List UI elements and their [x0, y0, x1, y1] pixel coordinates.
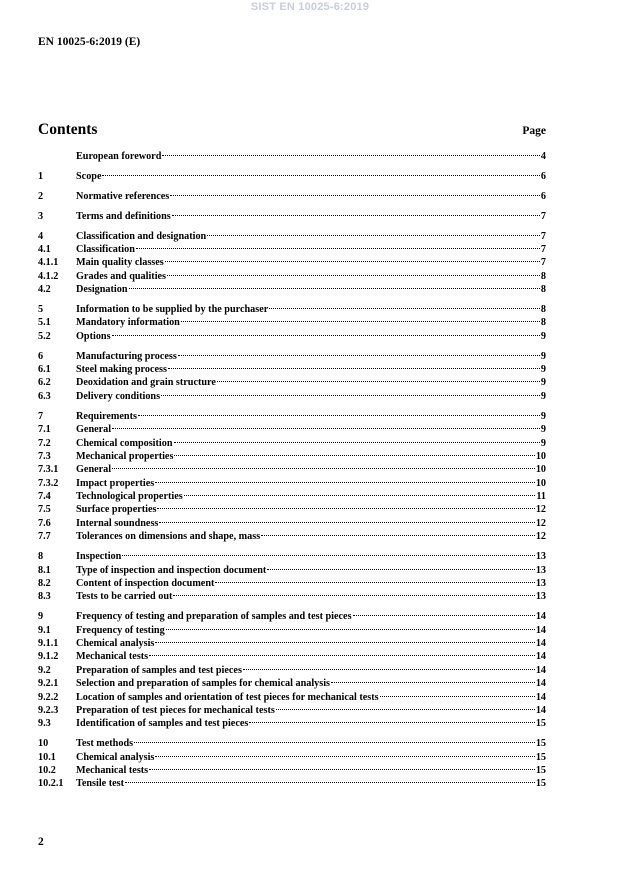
toc-entry-title: Type of inspection and inspection document: [76, 564, 267, 576]
toc-dot-leader: [149, 769, 535, 770]
toc-dot-leader: [215, 582, 534, 583]
toc-entry[interactable]: [38, 243, 546, 256]
toc-entry[interactable]: [38, 577, 546, 590]
toc-entry-number: 7.3: [38, 450, 51, 462]
toc-entry-page: 12: [535, 517, 546, 529]
toc-entry-number: 7.4: [38, 491, 51, 503]
toc-dot-leader: [166, 629, 535, 630]
toc-entry-number: 4.1: [38, 243, 51, 255]
toc-entry-title: Requirements: [76, 410, 137, 422]
toc-entry-page: 9: [540, 424, 546, 436]
toc-entry[interactable]: [38, 637, 546, 650]
toc-entry-number: 9.2.2: [38, 691, 59, 703]
toc-entry[interactable]: [38, 477, 546, 490]
toc-dot-leader: [162, 155, 540, 156]
toc-entry[interactable]: [38, 503, 546, 516]
toc-entry-number: 5: [38, 304, 44, 316]
toc-entry-title: Deoxidation and grain structure: [76, 377, 216, 389]
toc-entry-number: 10: [38, 738, 49, 750]
toc-dot-leader: [138, 415, 540, 416]
toc-entry-number: 7.5: [38, 504, 51, 516]
toc-entry-title: Mechanical properties: [76, 450, 174, 462]
toc-dot-leader: [155, 756, 534, 757]
toc-entry[interactable]: [38, 170, 546, 183]
toc-entry-page: 7: [540, 243, 546, 255]
toc-dot-leader: [167, 275, 540, 276]
toc-entry-title: Classification: [76, 243, 135, 255]
toc-entry[interactable]: [38, 390, 546, 403]
toc-entry[interactable]: [38, 376, 546, 389]
toc-entry-title: Internal soundness: [76, 517, 159, 529]
toc-dot-leader: [172, 215, 540, 216]
toc-entry-title: Terms and definitions: [76, 210, 171, 222]
toc-entry[interactable]: [38, 517, 546, 530]
toc-entry-number: 10.2: [38, 765, 56, 777]
toc-entry-page: 15: [535, 738, 546, 750]
toc-entry-title: European foreword: [76, 151, 162, 162]
toc-entry-page: 8: [540, 270, 546, 282]
toc-entry-title: Options: [76, 330, 111, 342]
toc-entry-page: 10: [535, 464, 546, 476]
toc-entry-title: Impact properties: [76, 477, 155, 489]
toc-dot-leader: [181, 321, 540, 322]
toc-entry-title: Tensile test: [76, 778, 125, 790]
toc-entry-number: 8.3: [38, 591, 51, 603]
toc-entry[interactable]: [38, 751, 546, 764]
toc-entry-page: 12: [535, 531, 546, 543]
toc-dot-leader: [174, 455, 534, 456]
toc-entry-page: 9: [540, 364, 546, 376]
toc-entry-page: 10: [535, 477, 546, 489]
toc-dot-leader: [125, 782, 535, 783]
toc-entry[interactable]: [38, 210, 546, 223]
toc-entry[interactable]: [38, 330, 546, 343]
toc-dot-leader: [267, 569, 535, 570]
toc-entry[interactable]: [38, 150, 546, 163]
toc-entry[interactable]: [38, 764, 546, 777]
toc-entry[interactable]: [38, 463, 546, 476]
toc-dot-leader: [331, 682, 535, 683]
toc-entry-page: 14: [535, 651, 546, 663]
toc-dot-leader: [269, 308, 540, 309]
toc-entry-page: 14: [535, 691, 546, 703]
toc-entry-number: 7.2: [38, 437, 51, 449]
toc-entry-number: 9.2: [38, 664, 51, 676]
toc-entry-title: Scope: [76, 170, 102, 182]
toc-entry[interactable]: [38, 190, 546, 203]
toc-entry-page: 7: [540, 257, 546, 269]
toc-dot-leader: [122, 555, 535, 556]
toc-dot-leader: [178, 355, 540, 356]
toc-title: Contents: [38, 121, 98, 138]
toc-dot-leader: [249, 722, 534, 723]
toc-dot-leader: [112, 468, 535, 469]
toc-entry-number: 9.1: [38, 624, 51, 636]
toc-entry-title: Selection and preparation of samples for chemical analysis: [76, 678, 331, 690]
toc-entry-page: 10: [535, 450, 546, 462]
toc-entry-number: 9.3: [38, 718, 51, 730]
toc-entry-title: Chemical composition: [76, 437, 173, 449]
toc-dot-leader: [174, 442, 540, 443]
toc-entry-number: 6.3: [38, 390, 51, 402]
toc-entry-number: 2: [38, 190, 44, 202]
toc-entry[interactable]: [38, 777, 546, 790]
toc-entry-page: 15: [535, 718, 546, 730]
toc-entry-title: Frequency of testing: [76, 624, 165, 636]
watermark: SIST EN 10025-6:2019: [250, 1, 370, 13]
toc-entry-title: Delivery conditions: [76, 390, 161, 402]
toc-entry-page: 8: [540, 304, 546, 316]
toc-entry-page: 14: [535, 638, 546, 649]
toc-entry[interactable]: [38, 256, 546, 269]
toc-entry[interactable]: [38, 590, 546, 603]
toc-dot-leader: [168, 368, 540, 369]
toc-entry-title: Steel making process: [76, 364, 167, 376]
toc-entry-title: Mandatory information: [76, 317, 180, 329]
toc-dot-leader: [261, 535, 535, 536]
toc-entry-page: 6: [540, 170, 546, 182]
page-number: 2: [38, 836, 44, 848]
toc-entry-title: Main quality classes: [76, 257, 164, 269]
toc-entry-page: 7: [540, 210, 546, 222]
toc-entry-number: 1: [38, 170, 44, 182]
toc-entry-title: Tests to be carried out: [76, 591, 173, 603]
toc-entry-page: 15: [535, 765, 546, 777]
toc-entry-number: 5.2: [38, 330, 51, 342]
toc-dot-leader: [217, 381, 540, 382]
toc-entry-page: 13: [535, 591, 546, 603]
toc-entry[interactable]: [38, 490, 546, 503]
toc-entry-title: Inspection: [76, 551, 122, 563]
table-of-contents: [38, 150, 546, 791]
toc-entry[interactable]: [38, 283, 546, 296]
toc-dot-leader: [129, 288, 540, 289]
toc-entry[interactable]: [38, 350, 546, 363]
toc-entry[interactable]: [38, 664, 546, 677]
toc-entry-title: Tolerances on dimensions and shape, mass: [76, 531, 261, 543]
toc-entry[interactable]: [38, 624, 546, 637]
toc-entry-page: 14: [535, 704, 546, 716]
toc-entry-number: 7.7: [38, 531, 51, 543]
toc-dot-leader: [136, 248, 540, 249]
toc-entry-title: Manufacturing process: [76, 350, 177, 362]
toc-dot-leader: [155, 482, 535, 483]
toc-entry[interactable]: [38, 410, 546, 423]
toc-entry-page: 13: [535, 564, 546, 576]
toc-entry-page: 14: [535, 664, 546, 676]
toc-entry-page: 12: [535, 504, 546, 516]
toc-entry-title: Chemical analysis: [76, 751, 155, 763]
toc-entry-number: 8: [38, 551, 44, 563]
toc-entry-page: 9: [540, 437, 546, 449]
toc-entry-title: Information to be supplied by the purchaser: [76, 304, 269, 316]
toc-dot-leader: [149, 655, 535, 656]
toc-entry-page: 9: [540, 410, 546, 422]
toc-entry-number: 10.2.1: [38, 778, 64, 790]
toc-entry-title: Classification and designation: [76, 230, 207, 242]
toc-entry-title: Mechanical tests: [76, 765, 149, 777]
toc-entry-page: 9: [540, 350, 546, 362]
toc-dot-leader: [161, 395, 540, 396]
toc-entry-page: 15: [535, 778, 546, 790]
toc-dot-leader: [184, 495, 536, 496]
toc-entry-page: 4: [540, 151, 546, 162]
toc-entry-number: 9.1.1: [38, 638, 59, 649]
toc-entry-number: 4.1.2: [38, 270, 59, 282]
toc-dot-leader: [353, 615, 535, 616]
toc-entry-title: Content of inspection document: [76, 577, 215, 589]
toc-entry-title: Preparation of samples and test pieces: [76, 664, 242, 676]
toc-entry[interactable]: [38, 737, 546, 750]
toc-entry-number: 7: [38, 410, 44, 422]
toc-entry[interactable]: [38, 704, 546, 717]
toc-entry-title: Normative references: [76, 190, 170, 202]
toc-dot-leader: [155, 642, 534, 643]
toc-dot-leader: [112, 428, 540, 429]
toc-entry-number: 9.2.1: [38, 678, 59, 690]
toc-dot-leader: [112, 335, 540, 336]
toc-entry-page: 9: [540, 330, 546, 342]
toc-entry-number: 9.2.3: [38, 704, 59, 716]
toc-entry[interactable]: [38, 230, 546, 243]
toc-entry-title: Technological properties: [76, 491, 183, 503]
toc-dot-leader: [173, 595, 534, 596]
toc-entry[interactable]: [38, 550, 546, 563]
toc-entry-number: 6: [38, 350, 44, 362]
toc-entry-number: 7.3.2: [38, 477, 59, 489]
toc-entry-page: 13: [535, 577, 546, 589]
toc-dot-leader: [276, 709, 535, 710]
toc-dot-leader: [165, 261, 540, 262]
toc-entry[interactable]: [38, 303, 546, 316]
toc-dot-leader: [157, 508, 534, 509]
toc-entry-title: Location of samples and orientation of test pieces for mechanical tests: [76, 691, 379, 703]
toc-entry[interactable]: [38, 564, 546, 577]
toc-entry-number: 9.1.2: [38, 651, 59, 663]
toc-entry[interactable]: [38, 363, 546, 376]
toc-entry-title: Surface properties: [76, 504, 157, 516]
toc-entry[interactable]: [38, 530, 546, 543]
toc-entry[interactable]: [38, 691, 546, 704]
toc-dot-leader: [159, 522, 534, 523]
toc-entry-title: Designation: [76, 284, 128, 296]
toc-entry-title: Chemical analysis: [76, 638, 155, 649]
toc-entry-page: 9: [540, 390, 546, 402]
toc-entry[interactable]: [38, 610, 546, 623]
toc-entry-number: 4: [38, 230, 44, 242]
toc-dot-leader: [243, 669, 535, 670]
toc-entry-page: 7: [540, 230, 546, 242]
toc-entry-number: 8.1: [38, 564, 51, 576]
toc-entry[interactable]: [38, 450, 546, 463]
toc-entry-number: 7.6: [38, 517, 51, 529]
toc-entry-number: 7.3.1: [38, 464, 59, 476]
toc-entry-title: Preparation of test pieces for mechanical tests: [76, 704, 275, 716]
toc-entry-number: 6.2: [38, 377, 51, 389]
toc-entry-title: Frequency of testing and preparation of samples and test pieces: [76, 611, 352, 623]
toc-entry-number: 7.1: [38, 424, 51, 436]
toc-entry[interactable]: [38, 270, 546, 283]
toc-entry[interactable]: [38, 423, 546, 436]
toc-entry-page: 11: [536, 491, 546, 503]
toc-entry[interactable]: [38, 717, 546, 730]
toc-entry[interactable]: [38, 437, 546, 450]
toc-entry-page: 14: [535, 611, 546, 623]
toc-entry-title: Test methods: [76, 738, 134, 750]
toc-entry-page: 15: [535, 751, 546, 763]
toc-entry-title: Identification of samples and test pieces: [76, 718, 249, 730]
toc-entry-page: 6: [540, 190, 546, 202]
toc-entry-number: 3: [38, 210, 44, 222]
toc-page-column-label: Page: [522, 125, 546, 137]
toc-entry-number: 8.2: [38, 577, 51, 589]
toc-entry-title: Grades and qualities: [76, 270, 167, 282]
toc-entry-page: 14: [535, 678, 546, 690]
toc-entry-title: General: [76, 424, 112, 436]
toc-entry[interactable]: [38, 677, 546, 690]
toc-dot-leader: [134, 742, 535, 743]
toc-entry-number: 6.1: [38, 364, 51, 376]
toc-entry[interactable]: [38, 316, 546, 329]
toc-dot-leader: [380, 696, 535, 697]
toc-entry-number: 10.1: [38, 751, 56, 763]
toc-entry-number: 4.2: [38, 284, 51, 296]
toc-entry-title: Mechanical tests: [76, 651, 149, 663]
toc-entry-title: General: [76, 464, 112, 476]
toc-entry-page: 8: [540, 284, 546, 296]
toc-entry-number: 5.1: [38, 317, 51, 329]
toc-dot-leader: [207, 235, 540, 236]
toc-entry-number: 9: [38, 611, 44, 623]
toc-entry[interactable]: [38, 650, 546, 663]
toc-entry-page: 9: [540, 377, 546, 389]
toc-dot-leader: [102, 175, 539, 176]
toc-entry-page: 13: [535, 551, 546, 563]
toc-entry-page: 8: [540, 317, 546, 329]
toc-dot-leader: [170, 195, 540, 196]
toc-entry-page: 14: [535, 624, 546, 636]
toc-entry-number: 4.1.1: [38, 257, 59, 269]
document-id: EN 10025-6:2019 (E): [38, 36, 141, 48]
